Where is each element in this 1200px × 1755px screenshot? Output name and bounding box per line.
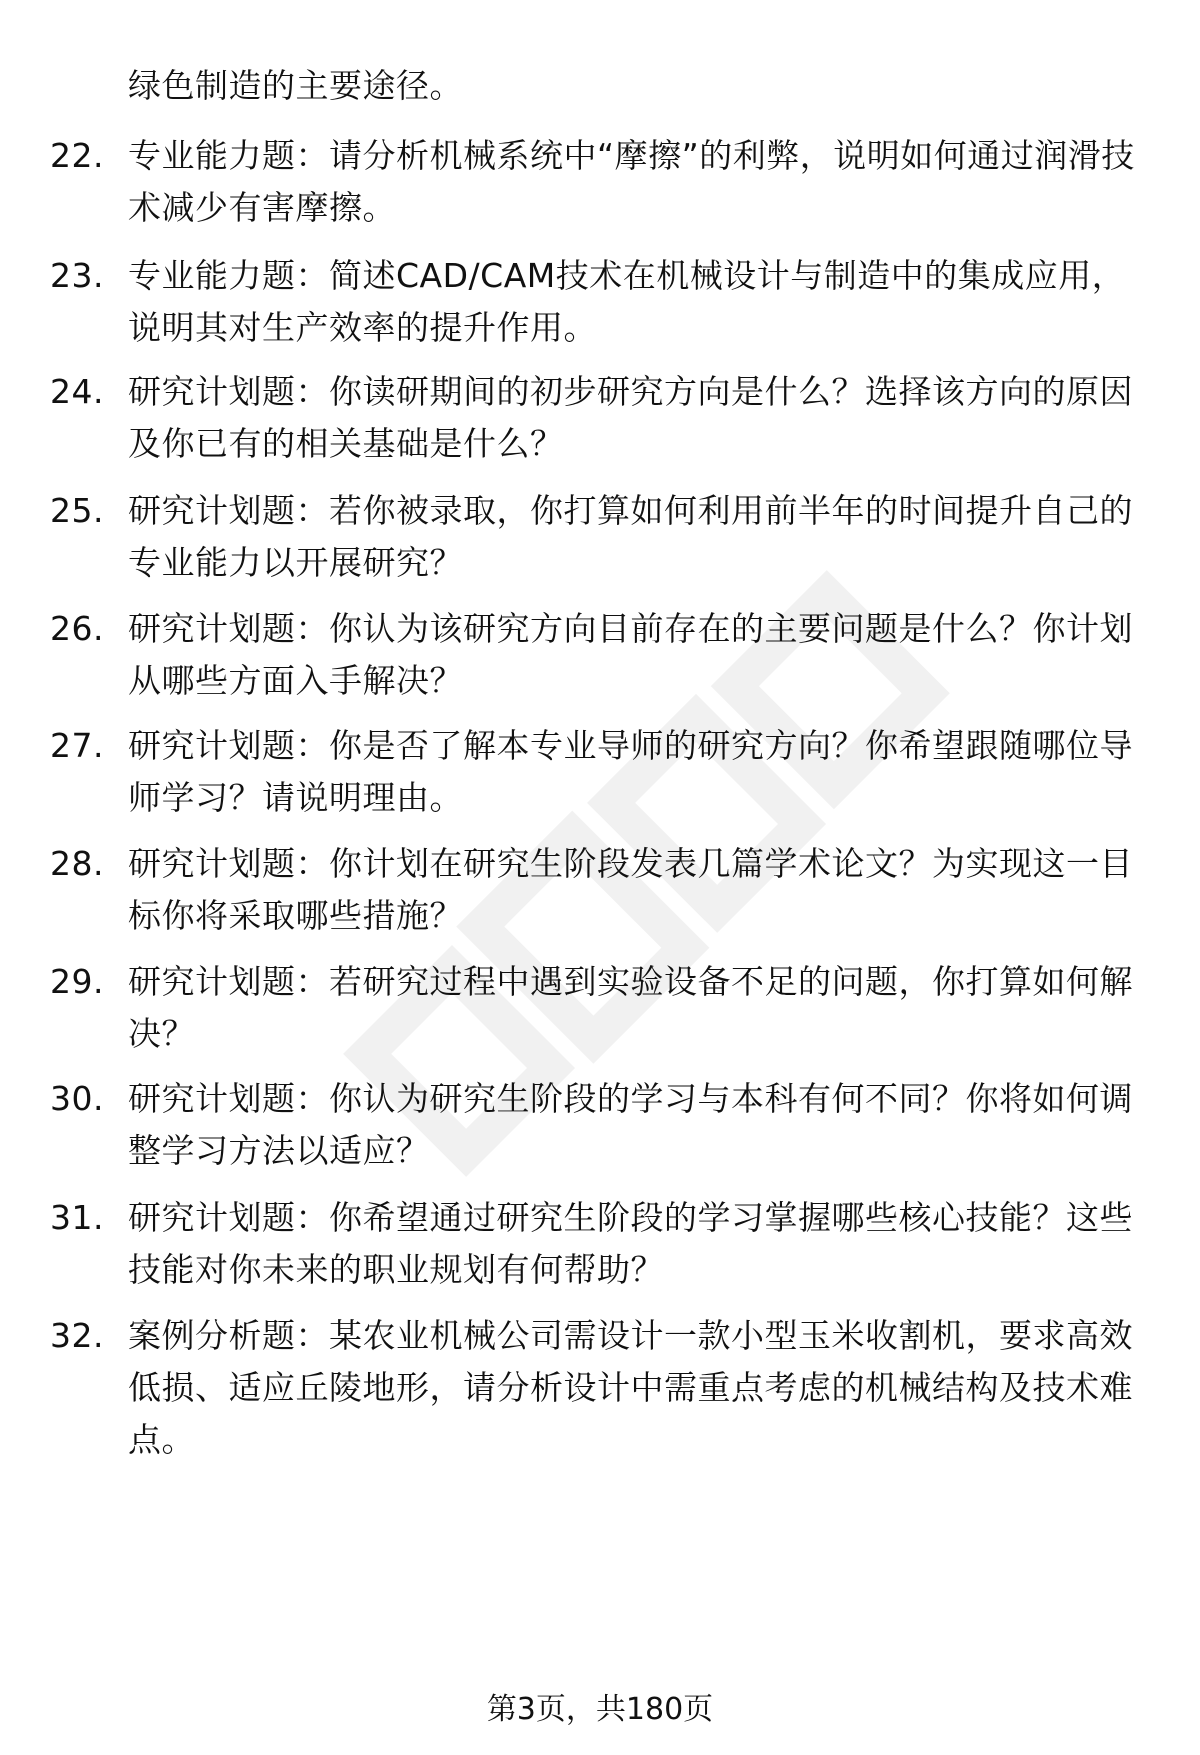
question-text: 专业能力题：简述CAD/CAM技术在机械设计与制造中的集成应用，说明其对生产效率的提升作用。 bbox=[128, 256, 1126, 347]
question-number: 22. bbox=[50, 136, 104, 175]
question-text: 研究计划题：你认为该研究方向目前存在的主要问题是什么？你计划从哪些方面入手解决？ bbox=[128, 609, 1133, 700]
question-number: 31. bbox=[50, 1198, 104, 1237]
question-item-26 bbox=[50, 603, 1140, 707]
question-item-27 bbox=[50, 720, 1140, 824]
question-item-24 bbox=[50, 366, 1140, 470]
question-item-29 bbox=[50, 956, 1140, 1060]
question-number: 32. bbox=[50, 1316, 104, 1355]
page-footer: 第3页，共180页 bbox=[486, 1692, 714, 1727]
question-text: 研究计划题：你读研期间的初步研究方向是什么？选择该方向的原因及你已有的相关基础是什么？ bbox=[128, 372, 1133, 463]
question-text: 案例分析题：某农业机械公司需设计一款小型玉米收割机，要求高效低损、适应丘陵地形，请分析设计中需重点考虑的机械结构及技术难点。 bbox=[128, 1316, 1133, 1459]
question-text: 研究计划题：若研究过程中遇到实验设备不足的问题，你打算如何解决？ bbox=[128, 962, 1133, 1053]
question-text: 研究计划题：你计划在研究生阶段发表几篇学术论文？为实现这一目标你将采取哪些措施？ bbox=[128, 844, 1133, 935]
question-item-30 bbox=[50, 1073, 1140, 1177]
question-item-23 bbox=[50, 250, 1140, 354]
question-number: 28. bbox=[50, 844, 104, 883]
question-text: 研究计划题：你希望通过研究生阶段的学习掌握哪些核心技能？这些技能对你未来的职业规划有何帮助？ bbox=[128, 1198, 1133, 1289]
question-item-31 bbox=[50, 1192, 1140, 1296]
question-text: 专业能力题：请分析机械系统中“摩擦”的利弊，说明如何通过润滑技术减少有害摩擦。 bbox=[128, 136, 1135, 227]
question-number: 30. bbox=[50, 1079, 104, 1118]
question-number: 29. bbox=[50, 962, 104, 1001]
question-number: 27. bbox=[50, 726, 104, 765]
question-number: 23. bbox=[50, 256, 104, 295]
question-number: 24. bbox=[50, 372, 104, 411]
question-item-25 bbox=[50, 485, 1140, 589]
question-text: 研究计划题：你是否了解本专业导师的研究方向？你希望跟随哪位导师学习？请说明理由。 bbox=[128, 726, 1133, 817]
question-number: 25. bbox=[50, 491, 104, 530]
question-item-28 bbox=[50, 838, 1140, 942]
question-item-22 bbox=[50, 130, 1140, 234]
question-text: 研究计划题：你认为研究生阶段的学习与本科有何不同？你将如何调整学习方法以适应？ bbox=[128, 1079, 1133, 1170]
question-item-32 bbox=[50, 1310, 1140, 1466]
question-text: 研究计划题：若你被录取，你打算如何利用前半年的时间提升自己的专业能力以开展研究？ bbox=[128, 491, 1133, 582]
continued-text: 绿色制造的主要途径。 bbox=[128, 66, 463, 105]
question-number: 26. bbox=[50, 609, 104, 648]
